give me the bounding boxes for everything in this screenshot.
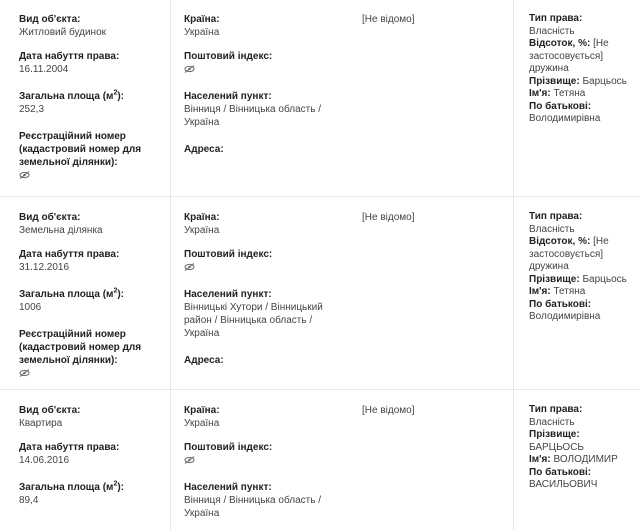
eye-slash-icon — [184, 454, 351, 467]
table-row — [0, 196, 640, 390]
acquisition-date-value: 14.06.2016 — [19, 455, 70, 466]
settlement-label: Населений пункт: — [184, 91, 272, 102]
reg-number-label: Реєстраційний номер (кадастровий номер для земельної ділянки): — [19, 131, 142, 168]
right-type-label: Тип права: — [529, 211, 583, 222]
value-column — [351, 390, 514, 530]
settlement-value: Вінниця / Вінницька область / Україна — [184, 104, 321, 128]
share-extra-value: дружина — [529, 261, 569, 272]
country-label: Країна: — [184, 14, 220, 25]
address-label: Адреса: — [184, 144, 224, 155]
right-type-value: Власність — [529, 25, 575, 37]
eye-slash-icon — [184, 63, 351, 76]
eye-slash-icon — [19, 367, 170, 380]
rights-column — [514, 390, 640, 530]
country-label: Країна: — [184, 405, 220, 416]
first-name-line: Ім'я: ВОЛОДИМИР — [529, 454, 618, 465]
acquisition-date-label: Дата набуття права: — [19, 249, 120, 260]
right-type-value: Власність — [529, 223, 575, 235]
unknown-value: [Не відомо] — [362, 405, 415, 416]
object-type-value: Житловий будинок — [19, 27, 107, 38]
object-column — [0, 197, 171, 390]
location-column — [171, 390, 351, 530]
object-type-label: Вид об'єкта: — [19, 212, 81, 223]
patronymic-value: ВАСИЛЬОВИЧ — [529, 479, 598, 490]
country-value: Україна — [184, 27, 220, 38]
unknown-value: [Не відомо] — [362, 212, 415, 223]
total-area-label: Загальна площа $(м^2)$: — [19, 287, 125, 300]
patronymic-value: Володимирівна — [529, 311, 601, 322]
settlement-value: Вінницькі Хутори / Вінницький район / Вінницька область / Україна — [184, 302, 323, 339]
country-value: Україна — [184, 225, 220, 236]
object-column — [0, 0, 171, 196]
country-label: Країна: — [184, 212, 220, 223]
location-column — [171, 197, 351, 390]
settlement-label: Населений пункт: — [184, 482, 272, 493]
unknown-value: [Не відомо] — [362, 14, 415, 25]
rights-column — [514, 197, 640, 390]
table-row — [0, 389, 640, 530]
right-type-value: Власність — [529, 416, 575, 428]
total-area-value: 1006 — [19, 302, 42, 313]
object-type-value: Квартира — [19, 418, 63, 429]
rights-column — [514, 0, 640, 196]
object-type-value: Земельна ділянка — [19, 225, 103, 236]
postal-index-label: Поштовий індекс: — [184, 51, 273, 62]
share-extra-value: дружина — [529, 63, 569, 74]
settlement-label: Населений пункт: — [184, 289, 272, 300]
location-column — [171, 0, 351, 196]
patronymic-label: По батькові: — [529, 100, 592, 112]
first-name-line: Ім'я: Тетяна — [529, 88, 586, 99]
eye-slash-icon — [19, 169, 170, 182]
object-type-label: Вид об'єкта: — [19, 14, 81, 25]
surname-value: БАРЦЬОСЬ — [529, 441, 584, 453]
postal-index-label: Поштовий індекс: — [184, 249, 273, 260]
surname-label: Прізвище: — [529, 429, 580, 440]
first-name-line: Ім'я: Тетяна — [529, 286, 586, 297]
acquisition-date-value: 31.12.2016 — [19, 262, 70, 273]
total-area-label: Загальна площа $(м^2)$: — [19, 480, 125, 493]
patronymic-label: По батькові: — [529, 298, 592, 310]
value-column — [351, 0, 514, 196]
address-label: Адреса: — [184, 355, 224, 366]
postal-index-label: Поштовий індекс: — [184, 442, 273, 453]
acquisition-date-label: Дата набуття права: — [19, 51, 120, 62]
acquisition-date-value: 16.11.2004 — [19, 64, 69, 75]
total-area-value: 252,3 — [19, 104, 45, 115]
acquisition-date-label: Дата набуття права: — [19, 442, 120, 453]
patronymic-label: По батькові: — [529, 466, 592, 478]
value-column — [351, 197, 514, 390]
total-area-value: 89,4 — [19, 495, 39, 506]
share-line: Відсоток, %: [Не застосовується] — [529, 38, 609, 62]
object-type-label: Вид об'єкта: — [19, 405, 81, 416]
right-type-label: Тип права: — [529, 13, 583, 24]
reg-number-label: Реєстраційний номер (кадастровий номер для земельної ділянки): — [19, 329, 142, 366]
surname-line: Прізвище: Барцьось — [529, 273, 627, 285]
settlement-value: Вінниця / Вінницька область / Україна — [184, 495, 321, 519]
object-column — [0, 390, 171, 530]
right-type-label: Тип права: — [529, 404, 583, 415]
country-value: Україна — [184, 418, 220, 429]
table-row — [0, 0, 640, 196]
patronymic-value: Володимирівна — [529, 113, 601, 124]
surname-line: Прізвище: Барцьось — [529, 75, 627, 87]
total-area-label: Загальна площа $(м^2)$: — [19, 89, 125, 102]
share-line: Відсоток, %: [Не застосовується] — [529, 236, 609, 260]
eye-slash-icon — [184, 261, 351, 274]
